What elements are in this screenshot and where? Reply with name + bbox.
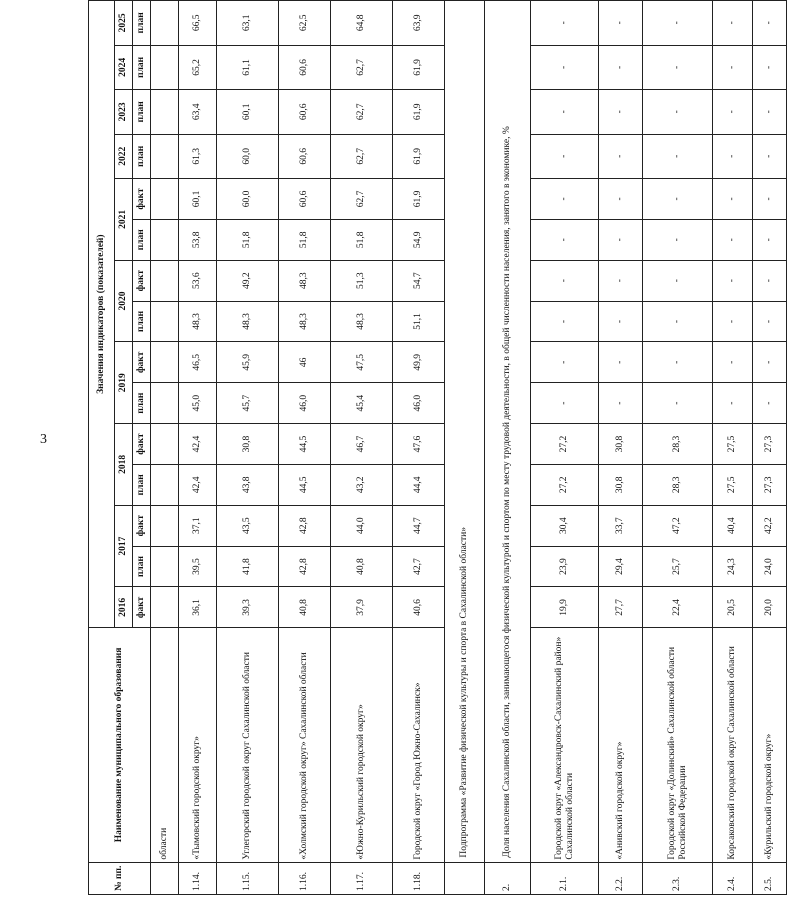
row-number: 2.1. [531, 862, 599, 894]
value-cell: 60,1 [217, 90, 279, 134]
value-cell: 46 [279, 342, 331, 383]
value-cell: 44,4 [393, 464, 445, 505]
value-cell: 40,8 [331, 546, 393, 587]
year-header: 2020 [115, 260, 133, 342]
value-cell: 24,0 [753, 546, 787, 587]
value-cell: 61,3 [179, 134, 217, 178]
row-number: 1.18. [393, 862, 445, 894]
value-cell: - [713, 1, 753, 46]
value-cell [151, 546, 179, 587]
municipality-name: области [151, 628, 179, 862]
value-cell: 62,7 [331, 134, 393, 178]
value-cell: - [531, 45, 599, 89]
value-cell: - [713, 383, 753, 424]
value-cell: 60,6 [279, 179, 331, 220]
municipality-name: Углегорский городской округ Сахалинской области [217, 628, 279, 862]
year-header: 2022 [115, 134, 133, 178]
value-cell: 43,2 [331, 464, 393, 505]
value-cell: - [599, 342, 643, 383]
value-cell: 42,4 [179, 424, 217, 465]
value-cell: 27,7 [599, 587, 643, 628]
header-num: № пп. [89, 862, 151, 894]
value-cell: 27,3 [753, 424, 787, 465]
row-number: 2.4. [713, 862, 753, 894]
value-cell: 29,4 [599, 546, 643, 587]
value-cell: - [643, 134, 713, 178]
table-row [151, 1, 179, 895]
value-cell: 42,7 [393, 546, 445, 587]
municipality-name: «Холмский городской округ» Сахалинской области [279, 628, 331, 862]
value-cell: 40,4 [713, 505, 753, 546]
value-cell: 53,8 [179, 219, 217, 260]
value-cell: 45,4 [331, 383, 393, 424]
value-cell: 42,8 [279, 505, 331, 546]
value-cell: - [713, 301, 753, 342]
value-cell: 46,7 [331, 424, 393, 465]
value-cell: 42,2 [753, 505, 787, 546]
value-cell: 54,9 [393, 219, 445, 260]
value-cell: 48,3 [179, 301, 217, 342]
value-cell: - [713, 342, 753, 383]
type-header: план [133, 90, 151, 134]
value-cell: - [599, 134, 643, 178]
value-cell: 49,2 [217, 260, 279, 301]
year-header: 2016 [115, 587, 133, 628]
value-cell: 30,8 [599, 464, 643, 505]
value-cell: 65,2 [179, 45, 217, 89]
row-number: 2.3. [643, 862, 713, 894]
value-cell: 51,8 [331, 219, 393, 260]
value-cell: - [643, 342, 713, 383]
value-cell [151, 587, 179, 628]
value-cell: 60,6 [279, 90, 331, 134]
year-header: 2019 [115, 342, 133, 424]
value-cell [151, 1, 179, 46]
value-cell: - [643, 90, 713, 134]
value-cell: 62,7 [331, 179, 393, 220]
value-cell: - [643, 260, 713, 301]
value-cell: 19,9 [531, 587, 599, 628]
value-cell [151, 301, 179, 342]
value-cell [151, 505, 179, 546]
value-cell: 48,3 [279, 260, 331, 301]
year-header: 2025 [115, 1, 133, 46]
value-cell: - [713, 90, 753, 134]
value-cell: 61,9 [393, 134, 445, 178]
value-cell: - [599, 260, 643, 301]
row-number: 1.16. [279, 862, 331, 894]
value-cell: 27,3 [753, 464, 787, 505]
row-number: 1.15. [217, 862, 279, 894]
table-row [531, 1, 599, 895]
value-cell: - [753, 45, 787, 89]
value-cell: - [531, 301, 599, 342]
value-cell: 60,6 [279, 134, 331, 178]
value-cell: 27,2 [531, 424, 599, 465]
value-cell: 37,1 [179, 505, 217, 546]
type-header: факт [133, 505, 151, 546]
year-header: 2023 [115, 90, 133, 134]
value-cell: - [753, 1, 787, 46]
value-cell: 43,8 [217, 464, 279, 505]
value-cell: 33,7 [599, 505, 643, 546]
value-cell: 66,5 [179, 1, 217, 46]
value-cell: 42,4 [179, 464, 217, 505]
value-cell: - [753, 260, 787, 301]
type-header: план [133, 301, 151, 342]
value-cell: - [713, 134, 753, 178]
value-cell: - [643, 301, 713, 342]
value-cell: - [643, 179, 713, 220]
value-cell: 40,6 [393, 587, 445, 628]
value-cell: 62,7 [331, 45, 393, 89]
value-cell: 62,7 [331, 90, 393, 134]
municipality-name: Городской округ «Город Южно-Сахалинск» [393, 628, 445, 862]
value-cell: 37,9 [331, 587, 393, 628]
value-cell: - [713, 45, 753, 89]
value-cell: 20,5 [713, 587, 753, 628]
value-cell: 47,5 [331, 342, 393, 383]
value-cell [151, 424, 179, 465]
value-cell: 60,1 [179, 179, 217, 220]
value-cell: - [531, 260, 599, 301]
value-cell: - [753, 219, 787, 260]
value-cell: - [753, 383, 787, 424]
value-cell: - [599, 1, 643, 46]
type-header: план [133, 219, 151, 260]
value-cell [151, 219, 179, 260]
value-cell: - [531, 90, 599, 134]
value-cell: 42,8 [279, 546, 331, 587]
value-cell: 23,9 [531, 546, 599, 587]
value-cell: - [599, 179, 643, 220]
value-cell: 60,0 [217, 134, 279, 178]
value-cell: 63,9 [393, 1, 445, 46]
value-cell: 47,6 [393, 424, 445, 465]
value-cell: 62,5 [279, 1, 331, 46]
type-header: факт [133, 342, 151, 383]
value-cell [151, 179, 179, 220]
municipality-name: «Тымовский городской округ» [179, 628, 217, 862]
value-cell: - [643, 1, 713, 46]
value-cell: 46,5 [179, 342, 217, 383]
value-cell: 30,4 [531, 505, 599, 546]
value-cell: - [599, 45, 643, 89]
value-cell: - [531, 1, 599, 46]
value-cell: 44,0 [331, 505, 393, 546]
value-cell: 61,9 [393, 90, 445, 134]
value-cell: - [531, 383, 599, 424]
value-cell: 30,8 [599, 424, 643, 465]
value-cell: 30,8 [217, 424, 279, 465]
row-number [445, 862, 485, 894]
value-cell: 46,0 [279, 383, 331, 424]
row-number: 1.14. [179, 862, 217, 894]
value-cell: 51,3 [331, 260, 393, 301]
municipality-name: Городской округ «Долинский» Сахалинской области Российской Федерации [643, 628, 713, 862]
value-cell: - [599, 301, 643, 342]
value-cell [151, 342, 179, 383]
table-row [713, 1, 753, 895]
value-cell: 39,3 [217, 587, 279, 628]
value-cell: - [753, 90, 787, 134]
row-number: 2.5. [753, 862, 787, 894]
value-cell: 49,9 [393, 342, 445, 383]
value-cell: 51,8 [279, 219, 331, 260]
type-header: план [133, 45, 151, 89]
value-cell: - [531, 342, 599, 383]
value-cell: 48,3 [217, 301, 279, 342]
value-cell: 22,4 [643, 587, 713, 628]
type-header: факт [133, 260, 151, 301]
value-cell [151, 383, 179, 424]
row-number: 2.2. [599, 862, 643, 894]
row-number: 2. [485, 862, 531, 894]
value-cell: 61,9 [393, 179, 445, 220]
value-cell: 36,1 [179, 587, 217, 628]
value-cell [151, 90, 179, 134]
type-header: факт [133, 424, 151, 465]
table-row [179, 1, 217, 895]
value-cell: 20,0 [753, 587, 787, 628]
type-header: план [133, 383, 151, 424]
value-cell: 41,8 [217, 546, 279, 587]
municipality-name: Корсаковский городской округ Сахалинской области [713, 628, 753, 862]
value-cell: 28,3 [643, 464, 713, 505]
row-number [151, 862, 179, 894]
value-cell: 43,5 [217, 505, 279, 546]
value-cell: 53,6 [179, 260, 217, 301]
table-row [217, 1, 279, 895]
value-cell: 48,3 [279, 301, 331, 342]
value-cell: - [599, 383, 643, 424]
value-cell: - [531, 179, 599, 220]
value-cell: - [643, 219, 713, 260]
value-cell: 24,3 [713, 546, 753, 587]
type-header: план [133, 464, 151, 505]
value-cell: 60,0 [217, 179, 279, 220]
value-cell: - [599, 90, 643, 134]
value-cell: - [531, 134, 599, 178]
value-cell [151, 464, 179, 505]
rotated-table-wrapper [88, 0, 775, 895]
value-cell: - [753, 134, 787, 178]
value-cell: 63,4 [179, 90, 217, 134]
value-cell: 28,3 [643, 424, 713, 465]
value-cell: 60,6 [279, 45, 331, 89]
header-name: Наименование муниципального образования [89, 628, 151, 862]
page-number: 3 [40, 432, 47, 447]
value-cell: 61,9 [393, 45, 445, 89]
section-row-text: Доля населения Сахалинской области, занимающегося физической культурой и спортом по месту трудовой деятельности, в общей численности населения, занятого в экономике, % [485, 1, 531, 863]
table-row [331, 1, 393, 895]
value-cell: 39,5 [179, 546, 217, 587]
indicator-table [88, 0, 787, 895]
table-row [279, 1, 331, 895]
municipality-name: «Курильский городской округ» [753, 628, 787, 862]
value-cell: 61,1 [217, 45, 279, 89]
value-cell: 27,5 [713, 424, 753, 465]
value-cell: - [713, 219, 753, 260]
value-cell: 45,7 [217, 383, 279, 424]
value-cell: - [643, 45, 713, 89]
table-row [643, 1, 713, 895]
year-header: 2018 [115, 424, 133, 506]
type-header: факт [133, 587, 151, 628]
row-number: 1.17. [331, 862, 393, 894]
table-row [445, 1, 485, 895]
value-cell: 44,5 [279, 464, 331, 505]
value-cell: 45,0 [179, 383, 217, 424]
value-cell: 64,8 [331, 1, 393, 46]
value-cell: 46,0 [393, 383, 445, 424]
municipality-name: Городской округ «Александровск-Сахалинский район» Сахалинской области [531, 628, 599, 862]
municipality-name: «Анивский городской округ» [599, 628, 643, 862]
value-cell: 51,8 [217, 219, 279, 260]
value-cell: 48,3 [331, 301, 393, 342]
type-header: факт [133, 179, 151, 220]
value-cell: - [531, 219, 599, 260]
value-cell: - [643, 383, 713, 424]
header-values: Значения индикаторов (показателей) [89, 1, 115, 628]
value-cell: 25,7 [643, 546, 713, 587]
table-row [485, 1, 531, 895]
year-header: 2024 [115, 45, 133, 89]
value-cell: 27,2 [531, 464, 599, 505]
year-header: 2021 [115, 179, 133, 261]
table-row [753, 1, 787, 895]
value-cell [151, 260, 179, 301]
value-cell: 44,7 [393, 505, 445, 546]
value-cell: 47,2 [643, 505, 713, 546]
value-cell: 40,8 [279, 587, 331, 628]
value-cell: 51,1 [393, 301, 445, 342]
municipality-name: «Южно-Курильский городской округ» [331, 628, 393, 862]
value-cell: - [713, 260, 753, 301]
value-cell [151, 45, 179, 89]
type-header: план [133, 546, 151, 587]
value-cell: - [753, 179, 787, 220]
value-cell: 63,1 [217, 1, 279, 46]
value-cell: - [713, 179, 753, 220]
table-row [393, 1, 445, 895]
value-cell [151, 134, 179, 178]
value-cell: 27,5 [713, 464, 753, 505]
type-header: план [133, 134, 151, 178]
value-cell: - [599, 219, 643, 260]
type-header: план [133, 1, 151, 46]
table-row [599, 1, 643, 895]
value-cell: 45,9 [217, 342, 279, 383]
year-header: 2017 [115, 505, 133, 587]
value-cell: - [753, 342, 787, 383]
value-cell: - [753, 301, 787, 342]
value-cell: 44,5 [279, 424, 331, 465]
section-row-text: Подпрограмма «Развитие физической культуры и спорта в Сахалинской области» [445, 1, 485, 863]
value-cell: 54,7 [393, 260, 445, 301]
